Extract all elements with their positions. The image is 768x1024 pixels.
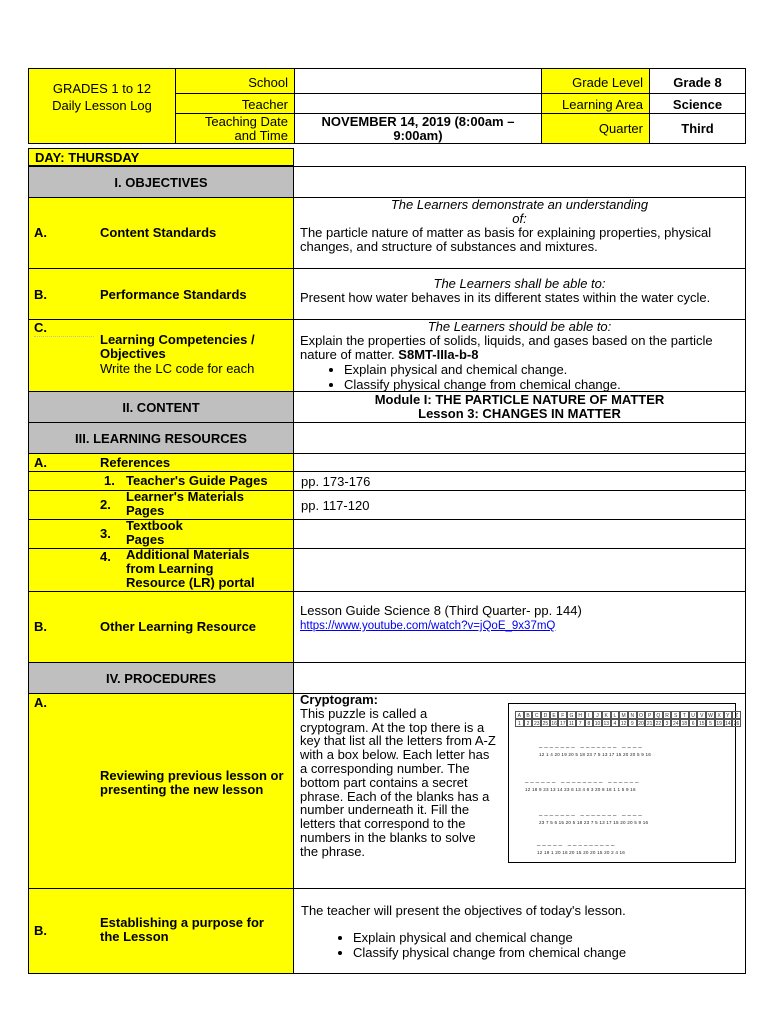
cryptogram-key-number: 1 xyxy=(515,719,524,727)
competencies-intro: The Learners should be able to: xyxy=(427,319,612,334)
cryptogram-key-number: 24 xyxy=(672,721,679,727)
content-standards-intro1: The Learners demonstrate an understanding xyxy=(390,197,649,212)
cryptogram-key-letter: T xyxy=(680,711,689,719)
grade-level-value[interactable]: Grade 8 xyxy=(649,68,746,94)
procedures-heading: IV. PROCEDURES xyxy=(28,662,294,694)
purpose-letter: B. xyxy=(34,923,47,938)
competencies-divider xyxy=(34,336,94,337)
log-title xyxy=(28,80,176,114)
competencies-bullet: • Classify physical change from chemical change. xyxy=(344,377,739,392)
grade-level-label: Grade Level xyxy=(541,68,650,94)
date-label-line1: Teaching Date xyxy=(204,114,288,129)
cryptogram-key-number: 18 xyxy=(681,721,688,727)
tg-pages-label: Teacher's Guide Pages xyxy=(126,473,268,488)
cryptogram-key-number: 9 xyxy=(628,719,637,727)
cryptogram-key-numbers xyxy=(515,719,741,727)
cryptogram-key-number: 3 xyxy=(663,719,672,727)
resources-heading-blank xyxy=(293,422,746,454)
content-standards-value xyxy=(293,197,746,269)
cryptogram-key-number: 26 xyxy=(733,721,740,727)
references-letter: A. xyxy=(34,455,47,470)
cryptogram-key-letters xyxy=(515,711,741,719)
cryptogram-phrase-line: _ _ _ _ _ _ _ _ _ _ _ _ _ _ _ _ _ _ _ _ xyxy=(525,777,639,783)
competencies-letter: C. xyxy=(34,320,47,335)
objectives-heading-blank xyxy=(293,166,746,198)
cryptogram-key-number: 23 xyxy=(533,721,540,727)
cryptogram-key-letter: U xyxy=(689,711,698,719)
cryptogram-key-number: 14 xyxy=(725,721,731,727)
cryptogram-key-number: 15 xyxy=(699,721,705,727)
other-resource-text: Lesson Guide Science 8 (Third Quarter- pp. 144) xyxy=(300,603,582,618)
additional-materials-value xyxy=(293,548,746,592)
cryptogram-key-letter: Q xyxy=(654,711,663,719)
cryptogram-phrase-numbers: 12 1 4 20 19 20 5 18 23 7 5 13 17 15 20 20 5 9 16 xyxy=(539,752,651,757)
cryptogram-description xyxy=(300,693,496,859)
date-label-line2: and Time xyxy=(234,128,288,143)
quarter-value[interactable]: Third xyxy=(649,113,746,144)
lm-pages-value: pp. 117-120 xyxy=(293,490,746,520)
day-label: DAY: THURSDAY xyxy=(28,148,294,166)
content-standards-letter: A. xyxy=(34,225,47,240)
cryptogram-phrase-numbers: 12 18 9 23 13 14 23 6 13 4 6 3 20 8 18 1 1 5 9 16 xyxy=(525,787,636,792)
cryptogram-key-number: 20 xyxy=(638,721,644,727)
teacher-label: Teacher xyxy=(175,93,295,114)
cryptogram-key-number: 4 xyxy=(611,719,620,727)
log-title-line2: Daily Lesson Log xyxy=(52,98,152,113)
cryptogram-key-letter: V xyxy=(697,711,706,719)
date-label xyxy=(175,113,295,144)
lm-pages-label: Learner's Materials Pages xyxy=(126,489,244,518)
cryptogram-key-number: 8 xyxy=(585,719,594,727)
performance-standards-value xyxy=(293,268,746,320)
competencies-bullet: • Explain physical and chemical change. xyxy=(344,362,739,377)
learning-area-label: Learning Area xyxy=(541,93,650,114)
cryptogram-key-number: 25 xyxy=(542,721,549,727)
competencies-code: S8MT-IIIa-b-8 xyxy=(398,347,479,362)
content-module-line: Module I: THE PARTICLE NATURE OF MATTER xyxy=(374,392,665,407)
cryptogram-key-letter: L xyxy=(611,711,620,719)
cryptogram-key-number: 12 xyxy=(620,721,627,727)
cryptogram-key-letter: M xyxy=(619,711,628,719)
cryptogram-key-letter: S xyxy=(671,711,680,719)
cryptogram-key-number: 11 xyxy=(568,721,575,727)
cryptogram-key-letter: O xyxy=(637,711,646,719)
purpose-bullet: • Explain physical and chemical change xyxy=(353,930,739,945)
cryptogram-key-number: 21 xyxy=(646,721,653,727)
quarter-label: Quarter xyxy=(541,113,650,144)
performance-standards-letter: B. xyxy=(34,287,47,302)
cryptogram-key-letter: F xyxy=(558,711,567,719)
cryptogram-key-letter: W xyxy=(708,713,713,719)
school-value[interactable] xyxy=(294,68,542,94)
learning-area-value[interactable]: Science xyxy=(649,93,746,114)
log-title-line1: GRADES 1 to 12 xyxy=(52,81,152,96)
cryptogram-key-letter: I xyxy=(585,711,594,719)
content-value xyxy=(293,391,746,423)
cryptogram-phrase-line: _ _ _ _ _ _ _ _ _ _ _ _ _ _ _ _ _ _ xyxy=(539,810,642,816)
cryptogram-key-number: 7 xyxy=(576,719,585,727)
cryptogram-key-number: 2 xyxy=(524,719,533,727)
textbook-pages-num: 3. xyxy=(100,526,111,541)
references-value xyxy=(293,453,746,472)
cryptogram-key-letter: H xyxy=(576,711,585,719)
date-value[interactable]: NOVEMBER 14, 2019 (8:00am – 9:00am) xyxy=(294,113,542,144)
references-label: References xyxy=(100,455,171,470)
cryptogram-title: Cryptogram: xyxy=(300,692,379,707)
cryptogram-key-letter: N xyxy=(628,711,637,719)
teacher-value[interactable] xyxy=(294,93,542,114)
purpose-bullet: • Classify physical change from chemical change xyxy=(353,945,739,960)
tg-pages-num: 1. xyxy=(104,473,115,488)
cryptogram-key-number: 5 xyxy=(706,719,715,727)
content-standards-intro2: of: xyxy=(512,211,527,226)
competencies-sublabel: Write the LC code for each xyxy=(100,361,255,376)
other-resource-letter: B. xyxy=(34,619,47,634)
cryptogram-key-letter: E xyxy=(550,711,559,719)
procedures-heading-blank xyxy=(293,662,746,694)
lm-pages-num: 2. xyxy=(100,497,111,512)
cryptogram-key-number: 10 xyxy=(594,721,601,727)
cryptogram-puzzle xyxy=(508,703,740,863)
competencies-text-body: Explain the properties of solids, liquids, and gases based on the particle nature of matter. xyxy=(300,333,713,362)
cryptogram-key-letter: G xyxy=(567,711,576,719)
competencies-value xyxy=(293,319,746,392)
purpose-bullets xyxy=(301,930,739,960)
cryptogram-key-letter: Z xyxy=(732,711,741,719)
textbook-pages-value xyxy=(293,519,746,549)
school-label: School xyxy=(175,68,295,94)
performance-standards-text: Present how water behaves in its different states within the water cycle. xyxy=(300,290,711,305)
cryptogram-key-letter: B xyxy=(524,711,533,719)
youtube-link[interactable]: https://www.youtube.com/watch?v=jQoE_9x37mQ xyxy=(300,620,556,632)
additional-materials-num: 4. xyxy=(100,549,111,564)
content-lesson-line: Lesson 3: CHANGES IN MATTER xyxy=(418,406,621,421)
cryptogram-key-number: 17 xyxy=(560,721,566,727)
competencies-label: Learning Competencies / Objectives xyxy=(100,332,255,361)
purpose-intro: The teacher will present the objectives of today's lesson. xyxy=(301,903,626,918)
content-standards-label: Content Standards xyxy=(100,225,217,240)
objectives-heading: I. OBJECTIVES xyxy=(28,166,294,198)
cryptogram-key-letter: A xyxy=(515,711,524,719)
purpose-label: Establishing a purpose for the Lesson xyxy=(100,915,264,944)
cryptogram-key-number: 6 xyxy=(689,719,698,727)
competencies-text xyxy=(300,334,739,362)
cryptogram-key-number: 13 xyxy=(603,721,609,727)
other-resource-label: Other Learning Resource xyxy=(100,619,257,634)
performance-standards-intro: The Learners shall be able to: xyxy=(433,276,606,291)
cryptogram-key-letter: P xyxy=(645,711,654,719)
tg-pages-value: pp. 173-176 xyxy=(293,471,746,491)
other-resource-value xyxy=(293,591,746,663)
cryptogram-phrase-numbers: 23 7 5 6 15 20 5 18 23 7 5 13 17 15 20 20 5 9 16 xyxy=(539,820,649,825)
content-heading: II. CONTENT xyxy=(28,391,294,423)
cryptogram-key-number: 22 xyxy=(655,721,662,727)
cryptogram-key-letter: D xyxy=(541,711,550,719)
reviewing-label: Reviewing previous lesson or presenting the new lesson xyxy=(100,768,284,797)
resources-heading: III. LEARNING RESOURCES xyxy=(28,422,294,454)
cryptogram-key-letter: J xyxy=(593,711,602,719)
cryptogram-key-letter: K xyxy=(602,711,611,719)
cryptogram-phrase-numbers: 12 19 1 20 16 20 15 20 20 15 20 2 4 16 xyxy=(537,850,626,855)
purpose-value xyxy=(293,888,746,974)
reviewing-letter: A. xyxy=(34,695,47,710)
cryptogram-phrase-line: _ _ _ _ _ _ _ _ _ _ _ _ _ _ _ _ _ _ xyxy=(539,742,642,748)
cryptogram-key-number: 16 xyxy=(551,721,557,727)
cryptogram-key-letter: R xyxy=(663,711,672,719)
cryptogram-key-letter: Y xyxy=(724,711,733,719)
textbook-pages-label: Textbook Pages xyxy=(126,518,183,547)
cryptogram-text: This puzzle is called a cryptogram. At the top there is a key that list all the letters from A-Z with a box below. Each letter has a corresponding number. The bottom part contains a secret phrase. Each of the blanks has a number underneath it. Fill the letters that correspond to the numbers in the blanks to solve the phrase. xyxy=(300,705,496,859)
cryptogram-key-number: 19 xyxy=(716,721,722,727)
performance-standards-label: Performance Standards xyxy=(100,287,247,302)
content-standards-text: The particle nature of matter as basis for explaining properties, physical changes, and structure of substances and mixtures. xyxy=(300,225,712,254)
additional-materials-label: Additional Materials from Learning Resource (LR) portal xyxy=(126,547,255,590)
cryptogram-key-letter: C xyxy=(532,711,541,719)
cryptogram-phrase-line: _ _ _ _ _ _ _ _ _ _ _ _ _ _ xyxy=(537,840,615,846)
cryptogram-key-letter: X xyxy=(715,711,724,719)
competencies-bullets xyxy=(300,362,739,392)
